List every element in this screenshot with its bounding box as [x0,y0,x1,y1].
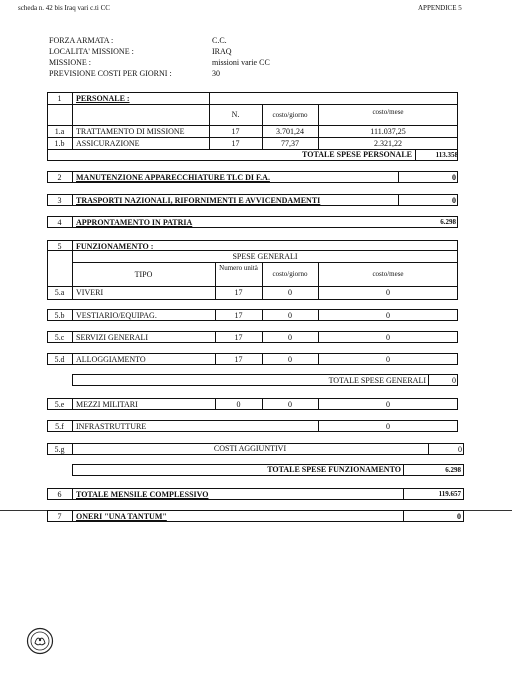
row-costo-mese: 0 [386,355,390,364]
row-label: ALLOGGIAMENTO [76,355,146,364]
section-value: 119.657 [438,490,461,498]
row-divider [47,104,458,105]
col-divider [72,309,73,321]
section-title: PERSONALE : [76,94,130,103]
col-header-numero-unita: Numero unità [219,264,258,272]
col-divider [72,92,73,149]
row-n: 17 [234,333,243,342]
info-label: PREVISIONE COSTI PER GIORNI : [49,69,172,78]
col-header-costo-mese: costo/mese [372,108,404,116]
row-n: 17 [234,311,243,320]
col-divider [72,171,73,183]
seal-stamp-icon [26,627,54,655]
info-value: C.C. [212,36,227,45]
row-n: 17 [231,139,240,148]
col-divider [72,398,73,410]
row-costo-mese: 0 [386,311,390,320]
section-number: 7 [57,512,62,521]
col-header-costo-mese: costo/mese [372,270,404,278]
section-number: 1 [57,94,62,103]
row-id: 1.b [54,139,65,148]
info-value: IRAQ [212,47,232,56]
col-header-tipo: TIPO [134,270,153,279]
section-value: 0 [457,512,461,521]
row-label: VESTIARIO/EQUIPAG. [76,311,157,320]
info-value: missioni varie CC [212,58,270,67]
row-costo-mese: 111.037,25 [370,127,406,136]
total-label: TOTALE SPESE PERSONALE [302,150,412,159]
row-costo-mese: 0 [386,288,390,297]
section-title: TRASPORTI NAZIONALI, RIFORNIMENTI E AVVICENDAMENTI [76,196,321,205]
section-value: 6.298 [440,218,456,226]
row-n: 17 [234,355,243,364]
total-value: 6.298 [445,466,461,474]
row-costo-giorno: 0 [288,400,292,409]
section-title: APPRONTAMENTO IN PATRIA [76,218,193,227]
section-title: ONERI "UNA TANTUM" [76,512,167,521]
col-divider [72,510,73,522]
section-number: 3 [57,196,62,205]
total-value: 113.358 [435,151,458,159]
row-label: INFRASTRUTTURE [76,422,147,431]
row-costo-mese: 2.321,22 [374,139,402,148]
row-id: 5.a [54,288,65,297]
col-divider [72,420,73,432]
col-header-costo-giorno: costo/giorno [272,111,308,119]
col-divider [72,331,73,343]
row-label: VIVERI [76,288,104,297]
row-n: 17 [234,288,243,297]
row-divider [72,262,458,263]
row-n: 17 [231,127,240,136]
row-costo-mese: 0 [386,422,390,431]
row-costo-mese: 0 [386,400,390,409]
row-costo-giorno: 0 [288,355,292,364]
info-label: MISSIONE : [49,58,92,67]
row-label: ASSICURAZIONE [76,139,140,148]
col-divider [72,216,73,228]
row-divider [47,286,458,287]
section-value: 0 [452,173,456,182]
info-value: 30 [212,69,220,78]
section-value: 0 [452,196,456,205]
row-label: TRATTAMENTO DI MISSIONE [76,127,185,136]
section-number: 2 [57,173,62,182]
row-value: 0 [458,445,462,454]
row-costo-giorno: 0 [288,333,292,342]
row-id: 5.g [54,445,65,454]
section-title: TOTALE MENSILE COMPLESSIVO [76,490,209,499]
appendix-label: APPENDICE 5 [418,4,462,12]
total-label: TOTALE SPESE GENERALI [328,376,426,385]
row-divider [47,137,458,138]
total-value: 0 [452,376,456,385]
section-number: 5 [57,242,62,251]
row-label: MEZZI MILITARI [76,400,138,409]
row-costo-mese: 0 [386,333,390,342]
row-costo-giorno: 3.701,24 [276,127,304,136]
row-id: 5.f [55,422,64,431]
col-divider [72,488,73,500]
group-header: SPESE GENERALI [232,252,298,261]
row-id: 5.d [54,355,65,364]
info-label: LOCALITA' MISSIONE : [49,47,134,56]
row-label: SERVIZI GENERALI [76,333,149,342]
section-number: 6 [57,490,62,499]
row-costo-giorno: 0 [288,288,292,297]
row-costo-giorno: 0 [288,311,292,320]
col-header-n: N. [231,110,240,119]
info-label: FORZA ARMATA : [49,36,114,45]
row-n: 0 [236,400,241,409]
doc-reference: scheda n. 42 bis Iraq vari c.ti CC [18,4,110,12]
col-header-costo-giorno: costo/giorno [272,270,308,278]
row-divider [47,125,458,126]
total-label: TOTALE SPESE FUNZIONAMENTO [267,465,401,474]
row-id: 5.b [54,311,65,320]
section-title: MANUTENZIONE APPARECCHIATURE TLC DI F.A. [76,173,270,182]
row-id: 1.a [54,127,65,136]
row-label: COSTI AGGIUNTIVI [213,444,287,453]
col-divider [72,353,73,365]
section-title: FUNZIONAMENTO : [76,242,154,251]
row-id: 5.c [54,333,65,342]
section-number: 4 [57,218,62,227]
row-costo-giorno: 77,37 [281,139,299,148]
row-id: 5.e [54,400,65,409]
col-divider [72,194,73,206]
